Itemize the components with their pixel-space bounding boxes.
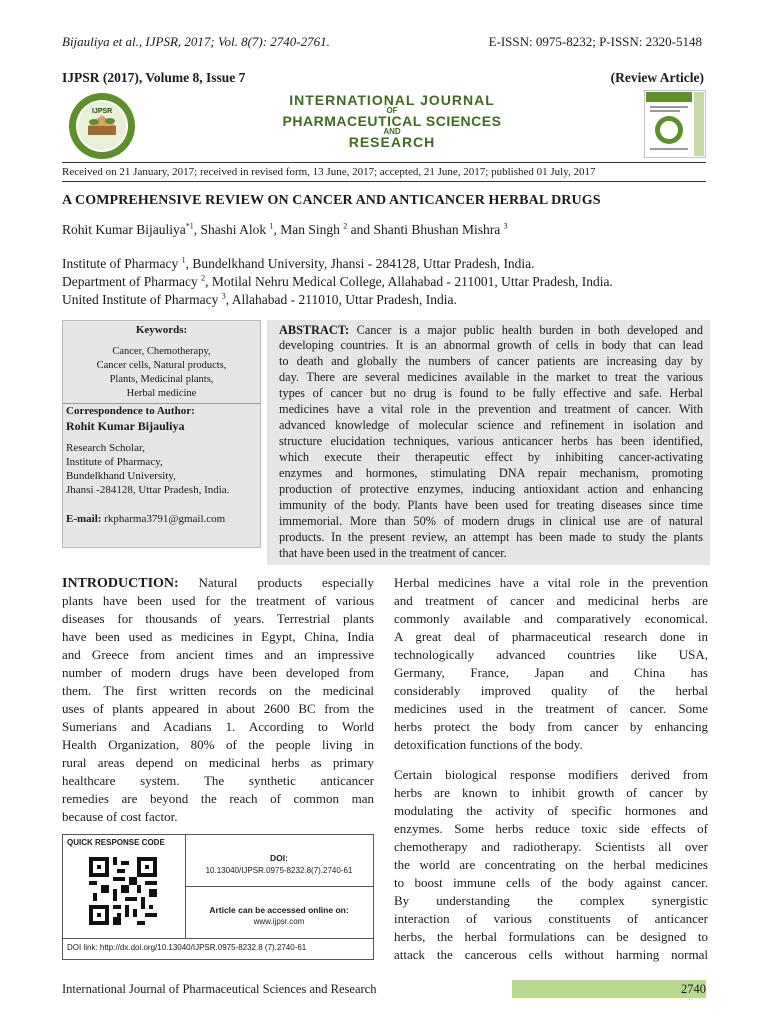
correspondence-name: Rohit Kumar Bijauliya <box>66 419 185 433</box>
keyword-line: Cancer cells, Natural products, <box>96 360 227 371</box>
abstract-line: enzymes and hormones, stimulating DNA repair mechanism, promoting <box>279 466 703 480</box>
body-line: healthcare system. The synthetic anticancer <box>62 773 374 788</box>
received-dates: Received on 21 January, 2017; received in revised form, 13 June, 2017; accepted, 21 June, 2017; published 01 July, 2017 <box>62 166 596 178</box>
body-line: number of modern drugs have been developed from <box>62 665 374 680</box>
doi-link[interactable]: DOI link: http://dx.doi.org/10.13040/IJPSR.0975-8232.8 (7).2740-61 <box>67 943 307 952</box>
body-line: Sumerians and Acadians 1. According to World <box>62 719 374 734</box>
body-line: herbs, the herbal formulations can be designed to <box>394 929 708 944</box>
keyword-line: Cancer, Chemotherapy, <box>112 346 211 357</box>
body-line: and Greece from ancient times and an impressive <box>62 647 374 662</box>
body-line: Herbal medicines have a vital role in the prevention <box>394 575 708 590</box>
email-link[interactable]: rkpharma3791@gmail.com <box>104 513 226 525</box>
journal-name-line-1: INTERNATIONAL JOURNAL <box>289 92 495 108</box>
sidebar-divider <box>63 403 260 404</box>
journal-name-line-4: AND <box>383 127 401 136</box>
abstract-line: Cancer is a major public health burden in both developed and <box>356 323 704 337</box>
access-url-link[interactable]: www.ijpsr.com <box>253 917 305 926</box>
correspondence-heading: Correspondence to Author: <box>66 405 195 417</box>
received-rule <box>62 181 706 182</box>
body-line: chemotherapy and radiotherapy. Scientists all over <box>394 839 708 854</box>
doi-label: DOI: <box>270 853 288 863</box>
abstract-line: medicines have a vital role in the prevention and treatment of cancer. With <box>279 402 703 416</box>
body-line: herbs protect the body from cancer by enhancing <box>394 719 708 734</box>
page-number: 2740 <box>681 982 706 996</box>
abstract-line: day. There are several medicines available in the market to treat the various <box>279 370 703 384</box>
body-line: interaction of various constituents of anticancer <box>394 911 708 926</box>
body-line: to boost immune cells of the body against cancer. <box>394 875 708 890</box>
abstract-line: advanced knowledge of molecular science and refinement in isolation and <box>279 418 703 432</box>
journal-name-line-2: OF <box>386 106 398 115</box>
abstract-line: which execute their therapeutic effect by inhibiting cancer-activating <box>279 450 703 464</box>
body-line: plants have been used for the treatment of various <box>62 593 374 608</box>
body-line: technologically advanced countries like USA, <box>394 647 708 662</box>
body-line: and treatment of cancer and medicinal herbs are <box>394 593 708 608</box>
body-line: the world are concentrating on the herbal medicines <box>394 857 708 872</box>
correspondence-line: Bundelkhand University, <box>66 470 176 482</box>
body-line: because of cost factor. <box>62 809 178 824</box>
body-line: Health Organization, 80% of the people living in <box>62 737 374 752</box>
correspondence-line: Jhansi -284128, Uttar Pradesh, India. <box>66 484 230 496</box>
body-line: commonly available and comparatively economical. <box>394 611 708 626</box>
abstract-line: production of protective enzymes, inducing antioxidant action and enhancing <box>279 482 703 496</box>
body-line: uses of plants appeared in about 2600 BC from the <box>62 701 374 716</box>
keyword-line: Plants, Medicinal plants, <box>109 374 214 385</box>
access-label: Article can be accessed online on: <box>209 905 349 915</box>
keyword-line: Herbal medicine <box>126 388 197 399</box>
body-line: detoxification functions of the body. <box>394 737 583 752</box>
body-line: modulating the activity of specific hormones and <box>394 803 708 818</box>
footer-page-bar <box>512 980 706 998</box>
qr-label: QUICK RESPONSE CODE <box>67 838 165 847</box>
abstract-line: immunity of the body. Plants have been used for treating diseases since time <box>279 498 703 512</box>
body-line: enzymes. Some herbs reduce toxic side effects of <box>394 821 708 836</box>
body-line: have been used as medicines in Egypt, China, India <box>62 629 374 644</box>
body-line: Germany, France, Japan and China has <box>394 665 708 680</box>
journal-banner <box>62 88 706 160</box>
volume-issue: IJPSR (2017), Volume 8, Issue 7 <box>62 70 246 85</box>
qr-doi-box <box>62 834 374 960</box>
issn: E-ISSN: 0975-8232; P-ISSN: 2320-5148 <box>488 34 702 49</box>
body-line: medicines used in the treatment of cancer. Some <box>394 701 708 716</box>
abstract-line: products. In the present review, an attempt has been made to study the plants <box>279 530 703 544</box>
abstract-line: structure elucidation techniques, various anticancer herbs has been identified, <box>279 434 703 448</box>
body-line: herbs are known to inhibit growth of cancer by <box>394 785 708 800</box>
email-label: E-mail: <box>66 513 102 525</box>
abstract-label: ABSTRACT: <box>279 323 350 337</box>
journal-name-line-3: PHARMACEUTICAL SCIENCES <box>282 113 502 129</box>
abstract-box <box>267 320 710 565</box>
running-citation: Bijauliya et al., IJPSR, 2017; Vol. 8(7): 2740-2761. <box>62 34 330 49</box>
correspondence-line: Research Scholar, <box>66 442 145 454</box>
body-line: rural areas depend on medicinal herbs as primary <box>62 755 374 770</box>
abstract-line: types of cancer but no drug is found to be fully effective and safe. Herbal <box>279 386 703 400</box>
body-line: diseases for thousands of years. Terrestrial plants <box>62 611 374 626</box>
body-line: Certain biological response modifiers derived from <box>394 767 708 782</box>
body-line: By understanding the complex synergistic <box>394 893 708 908</box>
article-title: A COMPREHENSIVE REVIEW ON CANCER AND ANTICANCER HERBAL DRUGS <box>62 193 601 208</box>
doi-value: 10.13040/IJPSR.0975-8232.8(7).2740-61 <box>205 866 353 875</box>
body-line: Natural products especially <box>198 575 374 590</box>
correspondence-line: Institute of Pharmacy, <box>66 456 163 468</box>
affiliation-3: United Institute of Pharmacy $^3$, Allahabad - 211010, Uttar Pradesh, India. <box>62 291 457 307</box>
logo-text: IJPSR <box>92 108 113 115</box>
keywords-heading: Keywords: <box>135 324 188 336</box>
article-info-sidebar <box>62 320 261 548</box>
affiliation-2: Department of Pharmacy $^2$, Motilal Nehru Medical College, Allahabad - 211001, Uttar Pradesh, India. <box>62 273 613 289</box>
body-line: remedies are beyond the reach of common man <box>62 791 374 806</box>
abstract-line: developing countries. It is an abnormal growth of cells in body that can lead <box>279 338 703 352</box>
body-line: A great deal of pharmaceutical research done in <box>394 629 708 644</box>
journal-cover-thumbnail <box>644 90 706 158</box>
footer-journal-name: International Journal of Pharmaceutical Sciences and Research <box>62 982 377 996</box>
introduction-heading: INTRODUCTION: <box>62 576 179 591</box>
qr-code[interactable] <box>89 857 157 925</box>
body-line: considerably improved quality of the herbal <box>394 683 708 698</box>
journal-name-line-5: RESEARCH <box>348 134 436 150</box>
author-list: Rohit Kumar Bijauliya$^{*1}$, Shashi Alok $^1$, Man Singh $^2$ and Shanti Bhushan Mishra $^3$ <box>62 221 508 237</box>
body-line: attack the cancerous cells without harming normal <box>394 947 708 962</box>
body-line: them. The first written records on the medicinal <box>62 683 374 698</box>
abstract-line: to death and globally the numbers of cancer patients are increasing day by <box>279 354 703 368</box>
abstract-line: immemorial. More than 50% of modern drugs in clinical use are of natural <box>279 514 703 528</box>
affiliation-1: Institute of Pharmacy $^1$, Bundelkhand University, Jhansi - 284128, Uttar Pradesh, India. <box>62 255 535 271</box>
article-type: (Review Article) <box>610 70 704 85</box>
banner-rule <box>62 162 706 163</box>
abstract-line: that have been used in the treatment of cancer. <box>279 546 507 560</box>
